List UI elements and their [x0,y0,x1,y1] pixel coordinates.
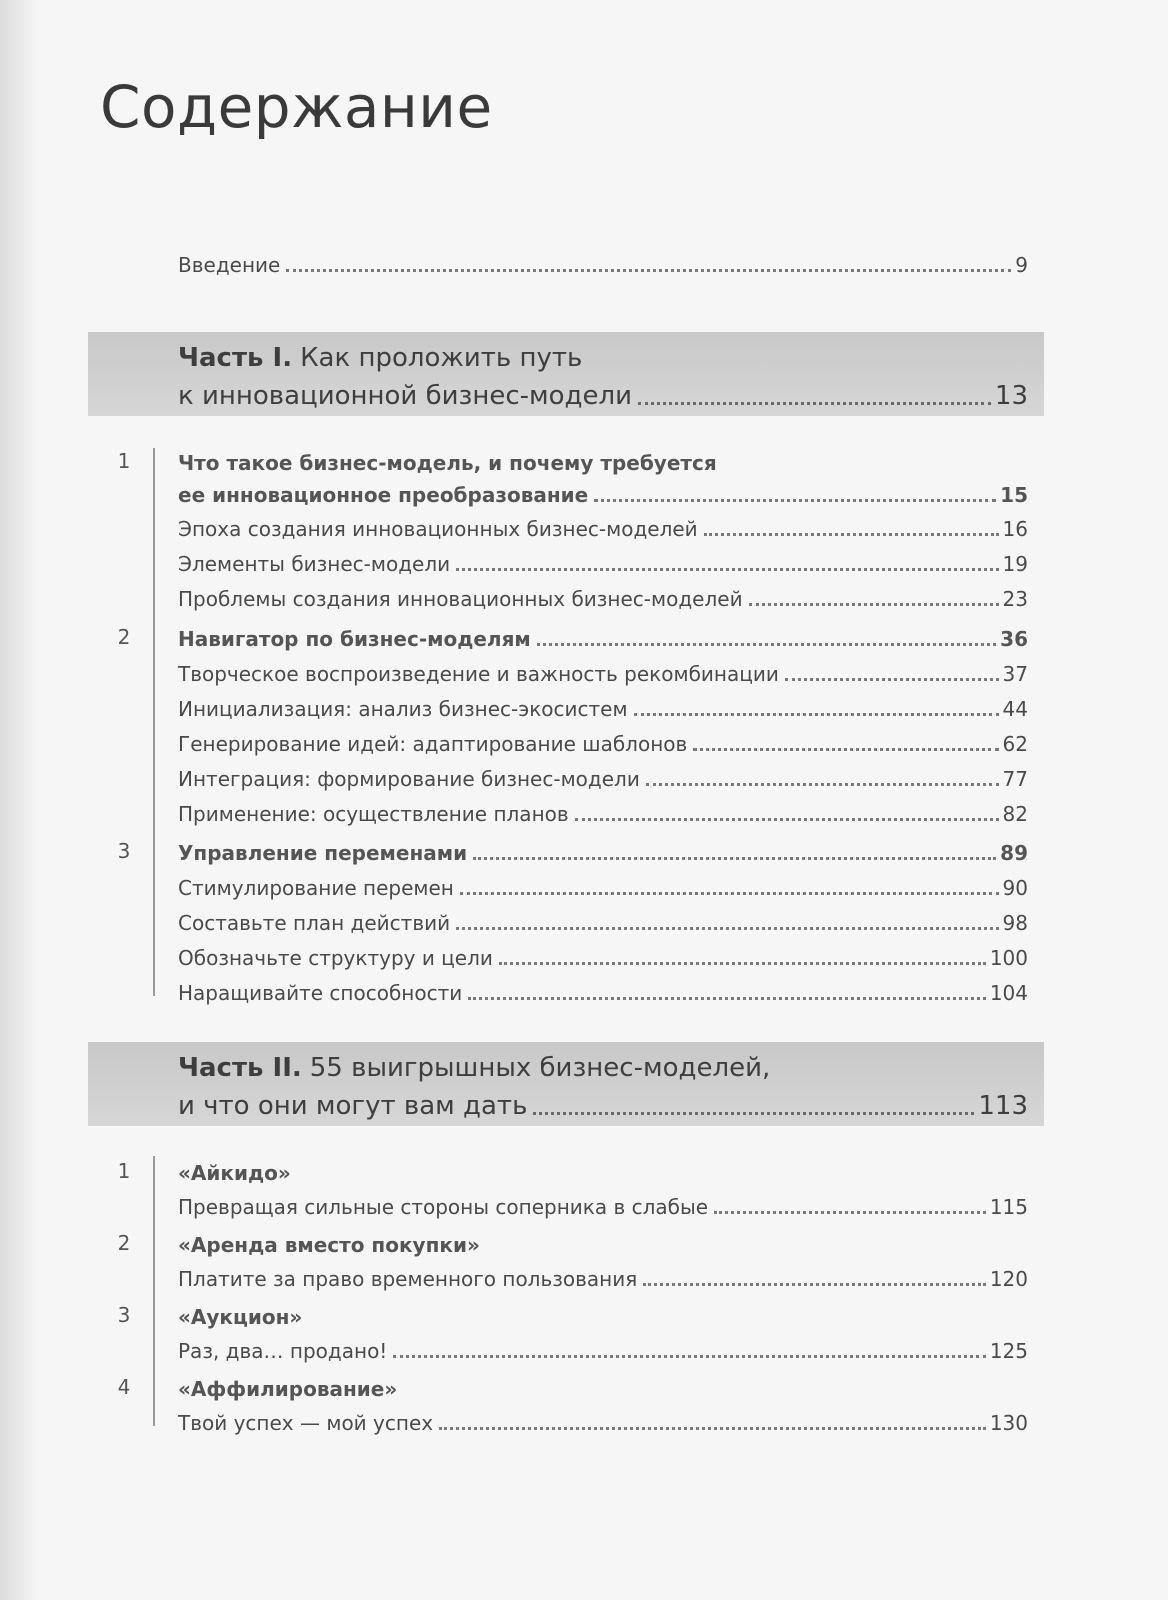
dot-leader [634,713,999,716]
part-1-title-line1: Как проложить путь [300,343,583,373]
model-title-text: «Аффилирование» [178,1377,398,1401]
model-title-text: «Аукцион» [178,1305,303,1329]
toc-page-number: 19 [1002,552,1028,576]
dot-leader [714,1211,986,1214]
part-2-title-line1: 55 выигрышных бизнес-моделей, [309,1053,771,1083]
chapter-divider-line [153,1156,155,1426]
toc-page-number: 125 [989,1339,1028,1363]
model-title-text: «Айкидо» [178,1161,291,1185]
chapter-1-title-line2[interactable] [178,476,1028,508]
dot-leader [286,269,1011,272]
part-2-prefix: Часть II. [178,1053,302,1083]
part-2-heading-line1[interactable] [178,1048,1028,1084]
toc-section[interactable] [178,725,1028,757]
dot-leader [693,748,998,751]
toc-entry-label: Превращая сильные стороны соперника в слабые [178,1195,709,1219]
dot-leader [704,533,999,536]
toc-page-number: 37 [1002,662,1028,686]
toc-section[interactable] [178,580,1028,612]
model-3-subtitle[interactable] [178,1332,1028,1364]
toc-section[interactable] [178,655,1028,687]
toc-page-number: 82 [1002,802,1028,826]
model-3-title[interactable] [178,1298,1028,1330]
toc-entry-label: Введение [178,253,281,277]
toc-page-number: 89 [1000,841,1028,865]
toc-section[interactable] [178,760,1028,792]
chapter-title-text: ее инновационное преобразование [178,483,589,507]
toc-page-number: 115 [989,1195,1028,1219]
toc-page-number: 90 [1002,876,1028,900]
dot-leader [499,962,986,965]
toc-entry-label: Интеграция: формирование бизнес-модели [178,767,640,791]
chapter-3-title[interactable] [178,834,1028,866]
page-edge-shadow [0,0,40,1600]
toc-section[interactable] [178,904,1028,936]
dot-leader [473,857,996,860]
part-1-heading-line2[interactable] [178,376,1028,412]
toc-page-number: 23 [1002,587,1028,611]
chapter-2-title[interactable] [178,620,1028,652]
part-2-heading-line2[interactable] [178,1086,1028,1122]
toc-entry-label: Обозначьте структуру и цели [178,946,493,970]
toc-page-number: 100 [989,946,1028,970]
toc-page-number: 44 [1002,697,1028,721]
model-number: 1 [117,1159,131,1183]
dot-leader [468,997,986,1000]
toc-page-number: 98 [1002,911,1028,935]
toc-section[interactable] [178,795,1028,827]
part-1-page: 13 [994,381,1028,411]
toc-entry-intro[interactable] [178,246,1028,278]
toc-entry-label: Эпоха создания инновационных бизнес-моделей [178,517,698,541]
toc-entry-label: Проблемы создания инновационных бизнес-моделей [178,587,743,611]
dot-leader [460,892,999,895]
dot-leader [594,499,996,502]
toc-page-number: 104 [989,981,1028,1005]
dot-leader [749,603,999,606]
model-number: 3 [117,1303,131,1327]
toc-entry-label: Стимулирование перемен [178,876,454,900]
toc-section[interactable] [178,869,1028,901]
model-4-subtitle[interactable] [178,1404,1028,1436]
toc-page-number: 130 [989,1411,1028,1435]
dot-leader [537,643,996,646]
chapter-title-text: Управление переменами [178,841,468,865]
toc-section[interactable] [178,545,1028,577]
chapter-1-title-line1[interactable] [178,444,1028,476]
toc-entry-label: Твой успех — мой успех [178,1411,434,1435]
toc-page-number: 36 [1000,627,1028,651]
chapter-number: 1 [117,449,131,473]
toc-section[interactable] [178,974,1028,1006]
chapter-number: 3 [117,839,131,863]
toc-section[interactable] [178,510,1028,542]
chapter-number: 2 [117,625,131,649]
toc-entry-label: Применение: осуществление планов [178,802,569,826]
part-1-prefix: Часть I. [178,343,293,373]
dot-leader [533,1112,974,1115]
toc-section[interactable] [178,939,1028,971]
toc-page-number: 16 [1002,517,1028,541]
dot-leader [575,818,999,821]
part-2-title-line2: и что они могут вам дать [178,1091,528,1121]
model-1-title[interactable] [178,1154,1028,1186]
chapter-title-text: Навигатор по бизнес-моделям [178,627,531,651]
part-1-heading-line1[interactable] [178,338,1028,374]
toc-entry-label: Творческое воспроизведение и важность рекомбинации [178,662,779,686]
toc-entry-label: Генерирование идей: адаптирование шаблонов [178,732,688,756]
model-number: 2 [117,1231,131,1255]
toc-entry-label: Наращивайте способности [178,981,463,1005]
model-number: 4 [117,1375,131,1399]
model-2-subtitle[interactable] [178,1260,1028,1292]
dot-leader [646,783,999,786]
toc-entry-label: Раз, два… продано! [178,1339,388,1363]
dot-leader [439,1427,986,1430]
model-1-subtitle[interactable] [178,1188,1028,1220]
dot-leader [456,927,998,930]
part-1-title-line2: к инновационной бизнес-модели [178,381,633,411]
toc-entry-label: Платите за право временного пользования [178,1267,638,1291]
toc-section[interactable] [178,690,1028,722]
model-title-text: «Аренда вместо покупки» [178,1233,480,1257]
dot-leader [456,568,998,571]
chapter-title-text: Что такое бизнес-модель, и почему требуется [178,451,717,475]
dot-leader [393,1355,985,1358]
toc-entry-label: Составьте план действий [178,911,451,935]
toc-page-number: 77 [1002,767,1028,791]
chapter-divider-line [153,448,155,996]
dot-leader [785,678,999,681]
toc-page-number: 9 [1015,253,1028,277]
dot-leader [643,1283,986,1286]
dot-leader [638,402,991,405]
toc-entry-label: Элементы бизнес-модели [178,552,451,576]
toc-page-number: 62 [1002,732,1028,756]
part-2-page: 113 [978,1091,1028,1121]
model-2-title[interactable] [178,1226,1028,1258]
toc-page-number: 15 [1000,483,1028,507]
toc-page-number: 120 [989,1267,1028,1291]
toc-entry-label: Инициализация: анализ бизнес-экосистем [178,697,628,721]
model-4-title[interactable] [178,1370,1028,1402]
page-title: Содержание [100,73,493,141]
